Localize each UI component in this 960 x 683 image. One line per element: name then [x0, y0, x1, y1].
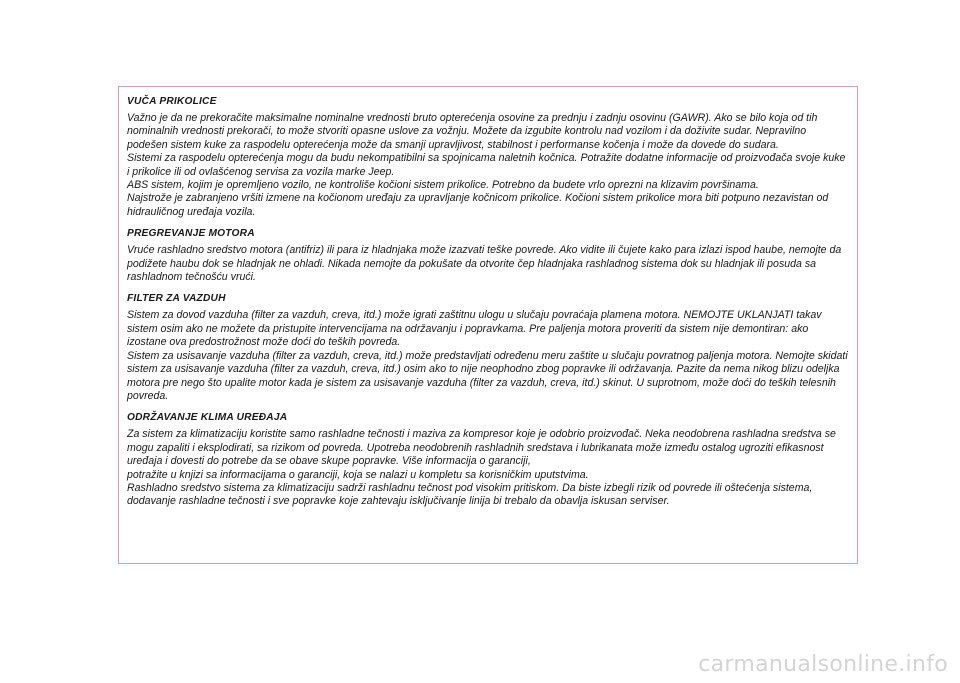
paragraph: potražite u knjizi sa informacijama o garanciji, koja se nalazi u kompletu sa korisničkim uputstvima.: [127, 468, 589, 481]
section-ac-maintenance: [127, 411, 849, 508]
section-engine-overheating: [127, 227, 849, 284]
section-heading: PREGREVANJE MOTORA: [127, 228, 255, 240]
section-air-filter: [127, 292, 849, 403]
warning-box: [118, 86, 858, 564]
paragraph: Sistem za usisavanje vazduha (filter za vazduh, creva, itd.) može predstavljati određenu meru zaštite u slučaju povratnog paljenja motora. Nemojte skidati sistem za usisavanje vazduha (filter za vazduh, creva, itd.) osim ako to nije neophodno zbog popravke ili održavanja. Pazite da nema nikog blizu odeljka motora pre nego što upalite motor kada je sistem za usisavanje vazduha (filter za vazduh, creva, itd.) skinut. U suprotnom, može doći do teških telesnih povreda.: [127, 349, 848, 402]
paragraph: Sistemi za raspodelu opterećenja mogu da budu nekompatibilni sa spojnicama naletnih kočnica. Potražite dodatne informacije od proizvođača svoje kuke i prikolice ili od ovlašćenog servisa za vozila marke Jeep.: [127, 152, 846, 178]
paragraph: Za sistem za klimatizaciju koristite samo rashladne tečnosti i maziva za kompresor koje je odobrio proizvođač. Neka neodobrena rashladna sredstva se mogu zapaliti i eksplodirati, sa rizikom od povreda. Upotreba neodobrenih rashladnih sredstava i lubrikanata može između ostalog ugroziti efikasnost uređaja i dovesti do potrebe da se obave skupe popravke. Više informacija o garanciji,: [127, 428, 836, 468]
section-heading: ODRŽAVANJE KLIMA UREĐAJA: [127, 412, 288, 424]
paragraph: Rashladno sredstvo sistema za klimatizaciju sadrži rashladnu tečnost pod visokim pritiskom. Da biste izbegli rizik od povrede ili oštećenja sistema, dodavanje rashladne tečnosti i sve popravke koje zahtevaju isključivanje linija bi trebalo da obavlja iskusan serviser.: [127, 481, 813, 508]
section-heading: VUČA PRIKOLICE: [127, 96, 217, 107]
section-trailer-towing: [127, 95, 849, 219]
paragraph: Najstrože je zabranjeno vršiti izmene na kočionom uređaju za upravljanje kočnicom prikolice. Kočioni sistem prikolice mora biti potpuno nezavistan od hidrauličnog uređaja vozila.: [127, 192, 829, 218]
paragraph: Važno je da ne prekoračite maksimalne nominalne vrednosti bruto opterećenja osovine za prednju i zadnju osovinu (GAWR). Ako se bilo koja od tih nominalnih vrednosti prekorači, to može stvoriti opasne uslove za vožnju. Možete da izgubite kontrolu nad vozilom i da doživite sudar. Nepravilno podešen sistem kuke za raspodelu opterećenja može da smanji upravljivost, stabilnost i performanse kočenja i može da dovede do sudara.: [127, 112, 818, 151]
paragraph: Vruće rashladno sredstvo motora (antifriz) ili para iz hladnjaka može izazvati teške povrede. Ako vidite ili čujete kako para izlazi ispod haube, nemojte da podižete haubu dok se hladnjak ne ohladi. Nikada nemojte da pokušate da otvorite čep hladnjaka rashladnog sistema dok su hladnjak ili posuda sa rashladnom tečnošću vrući.: [127, 244, 842, 284]
paragraph: Sistem za dovod vazduha (filter za vazduh, creva, itd.) može igrati zaštitnu ulogu u slučaju povraćaja plamena motora. NEMOJTE UKLANJATI takav sistem osim ako ne možete da pristupite intervencijama na održavanju i popravkama. Pre paljenja motora proveriti da sistem nije demontiran: ako izostane ova predostrožnost može doći do teških povreda.: [127, 309, 822, 349]
paragraph: ABS sistem, kojim je opremljeno vozilo, ne kontroliše kočioni sistem prikolice. Potrebno da budete vrlo oprezni na klizavim površinama.: [127, 179, 759, 192]
section-heading: FILTER ZA VAZDUH: [127, 293, 226, 305]
watermark: carmanualsonline.info: [698, 652, 948, 677]
